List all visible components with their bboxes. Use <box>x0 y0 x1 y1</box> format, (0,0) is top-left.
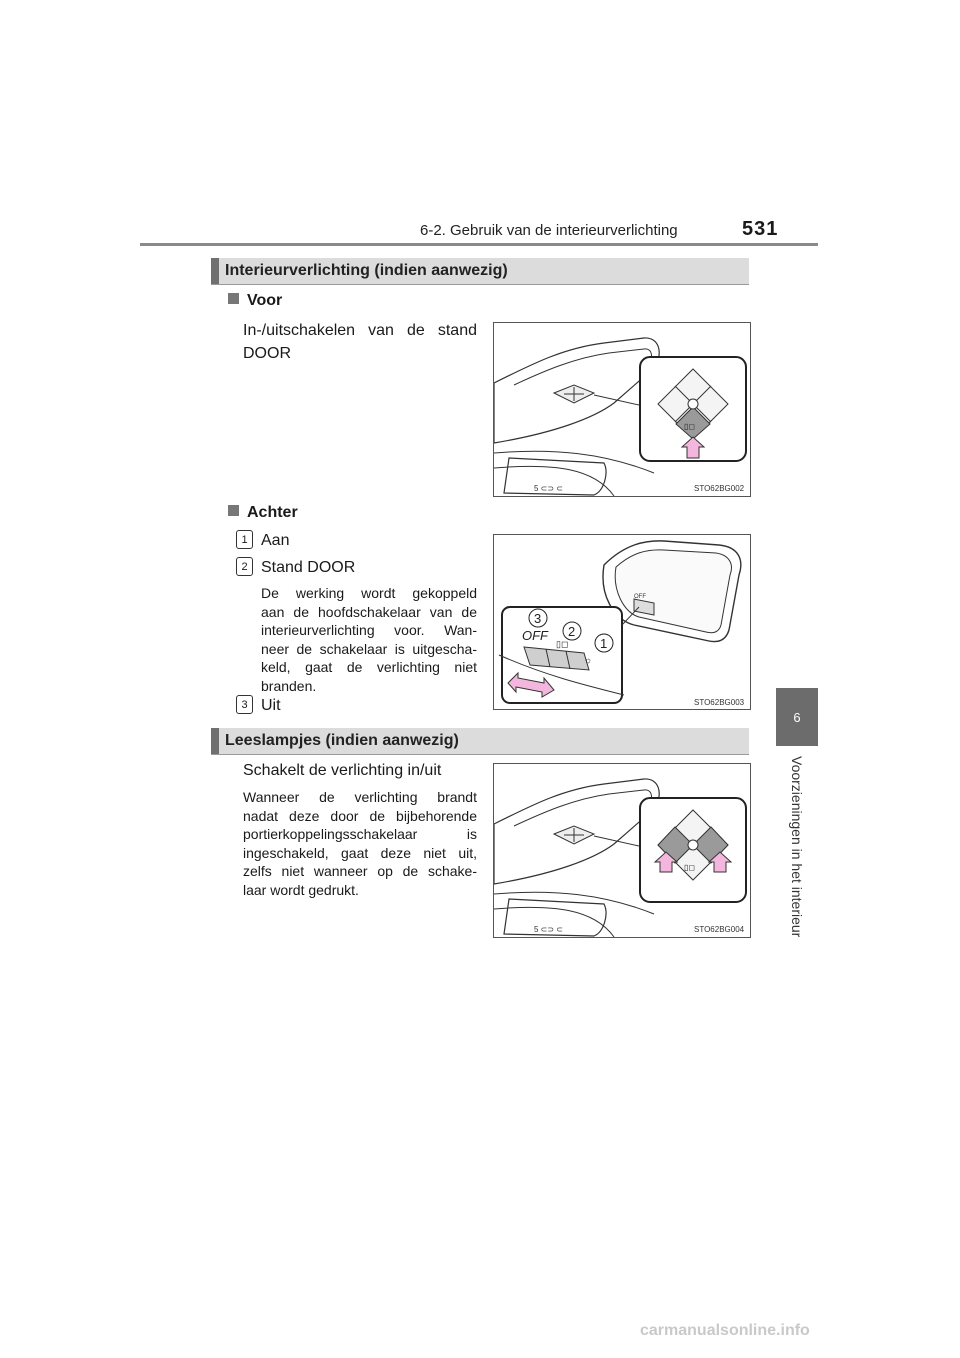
reading-lamps-note <box>243 788 477 899</box>
figure-reading-lamps <box>493 763 751 938</box>
note-line: Wanneer de verlichting brandt <box>243 789 477 805</box>
rear-item-on: Aan <box>261 532 290 549</box>
subheading-rear <box>228 504 298 522</box>
square-bullet-icon <box>228 293 239 304</box>
header-divider <box>140 243 818 246</box>
note-line: zelfs niet wanneer op de schake- <box>243 863 477 879</box>
figure-label-off: OFF <box>522 628 548 643</box>
page-number: 531 <box>742 218 779 240</box>
front-description-line1: In-/uitschakelen van de stand <box>243 322 477 339</box>
note-line: nadat deze door de bijbehorende <box>243 807 477 824</box>
svg-text:☼: ☼ <box>584 655 593 665</box>
section-heading-reading-lamps <box>211 728 749 755</box>
svg-text:5 ⊂⊃ ⊂: 5 ⊂⊃ ⊂ <box>534 925 564 934</box>
svg-text:▯◻: ▯◻ <box>684 422 696 431</box>
number-badge-2: 2 <box>236 557 253 576</box>
section-title: Leeslampjes (indien aanwezig) <box>225 732 459 749</box>
number-badge-1: 1 <box>236 530 253 549</box>
chapter-number: 6 <box>793 709 801 725</box>
note-line: neer de schakelaar is uitgescha- <box>261 640 477 657</box>
section-stripe <box>211 258 219 284</box>
note-line: portierkoppelingsschakelaar is <box>243 826 477 842</box>
svg-text:5 ⊂⊃ ⊂: 5 ⊂⊃ ⊂ <box>534 484 564 493</box>
figure-rear-light <box>493 534 751 710</box>
figure-callout-2: 2 <box>568 624 576 639</box>
subheading-front <box>228 292 282 310</box>
section-title: Interieurverlichting (indien aanwezig) <box>225 262 508 279</box>
note-line: aan de hoofdschakelaar van de <box>261 603 477 620</box>
subheading-rear-label: Achter <box>247 504 298 521</box>
figure-front-light <box>493 322 751 497</box>
note-line: branden. <box>261 677 317 694</box>
note-line: De werking wordt gekoppeld <box>261 585 477 601</box>
chapter-title: Voorzieningen in het interieur <box>789 756 805 938</box>
figure-code: STO62BG003 <box>694 698 745 707</box>
section-heading-interior-light <box>211 258 749 285</box>
rear-note <box>261 584 477 695</box>
running-header: 6-2. Gebruik van de interieurverlichting <box>420 222 678 239</box>
section-stripe <box>211 728 219 754</box>
svg-text:▯◻: ▯◻ <box>556 639 569 649</box>
svg-text:OFF: OFF <box>634 594 646 600</box>
svg-text:▯◻: ▯◻ <box>684 863 696 872</box>
square-bullet-icon <box>228 505 239 516</box>
note-line: keld, gaat de verlichting niet <box>261 659 477 675</box>
front-description-line2: DOOR <box>243 345 291 362</box>
figure-code: STO62BG004 <box>694 925 745 934</box>
figure-callout-3: 3 <box>534 611 542 626</box>
chapter-title-vertical <box>776 756 818 956</box>
rear-item-door: Stand DOOR <box>261 559 356 576</box>
chapter-tab <box>776 688 818 746</box>
note-line: interieurverlichting voor. Wan- <box>261 622 477 638</box>
figure-code: STO62BG002 <box>694 484 745 493</box>
watermark: carmanualsonline.info <box>640 1322 810 1339</box>
subheading-front-label: Voor <box>247 292 283 309</box>
reading-lamps-description: Schakelt de verlichting in/uit <box>243 762 442 779</box>
note-line: laar wordt gedrukt. <box>243 881 359 898</box>
note-line: ingeschakeld, gaat deze niet uit, <box>243 844 477 861</box>
rear-item-off: Uit <box>261 697 281 714</box>
number-badge-3: 3 <box>236 695 253 714</box>
figure-callout-1: 1 <box>600 636 608 651</box>
